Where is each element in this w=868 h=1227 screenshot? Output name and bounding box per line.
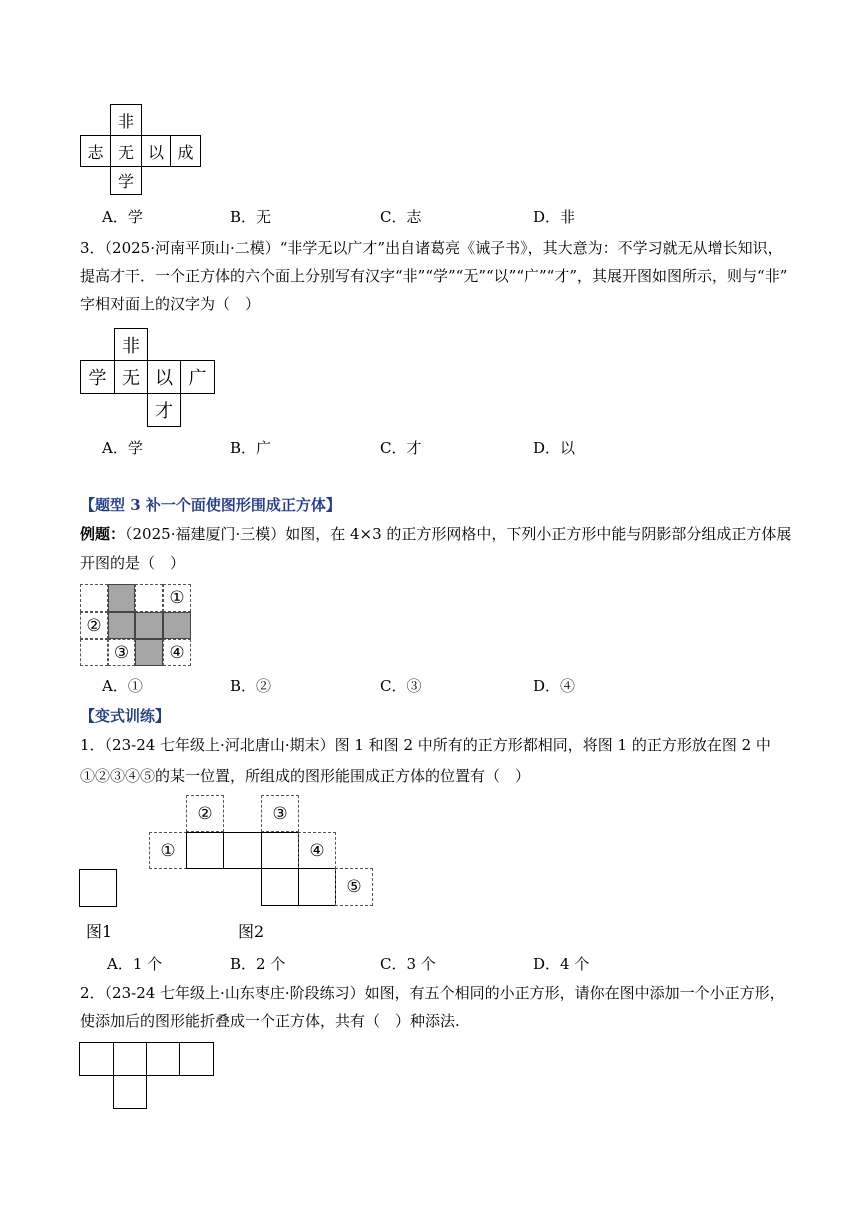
shaded-square: [135, 612, 163, 639]
fig2-label: ④: [298, 832, 336, 869]
fig2-caption: 图2: [238, 922, 265, 941]
variant-q1-line2: ①②③④⑤的某一位置，所组成的图形能围成正方体的位置有（ ）: [80, 767, 531, 785]
q3-text-line1: 3．（2025·河南平顶山·二模）“非学无以广才”出自诸葛亮《诫子书》，其大意为：不学习就无从增长知识，: [80, 239, 783, 257]
variant-q2-line1: 2．（23-24 七年级上·山东枣庄·阶段练习）如图，有五个相同的小正方形，请你在图中添加一个小正方形，: [80, 984, 785, 1002]
square: [113, 1075, 147, 1109]
fig2-label: ③: [261, 795, 299, 832]
q2-option-a: A．学: [102, 208, 143, 226]
q2-option-b: B．无: [230, 208, 272, 226]
grid-label: ②: [80, 612, 108, 639]
figure-1-square: [79, 869, 117, 907]
variant-q2-line2: 使添加后的图形能折叠成一个正方体，共有（ ）种添法.: [80, 1012, 460, 1030]
example-label: 例题：: [80, 525, 126, 543]
variant-q1-option-d: D．4 个: [533, 955, 590, 973]
fig1-caption: 图1: [86, 922, 113, 941]
square: [146, 1042, 180, 1076]
fig2-square: [261, 832, 299, 869]
square: [113, 1042, 147, 1076]
example-option-c: C．③: [380, 677, 422, 695]
q3-option-a: A．学: [102, 439, 143, 457]
square: [79, 1042, 114, 1076]
net1-cell: 成: [170, 135, 201, 167]
fig2-square: [261, 868, 299, 906]
grid-label: ①: [163, 584, 191, 612]
fig2-label: ⑤: [335, 868, 373, 906]
net1-cell: 无: [110, 135, 142, 167]
net2-cell-top: 非: [114, 328, 148, 361]
q2-option-c: C．志: [380, 208, 422, 226]
q3-option-b: B．广: [230, 439, 272, 457]
grid-label: ③: [108, 639, 135, 666]
fig2-square: [223, 832, 262, 869]
example-option-b: B．②: [230, 677, 272, 695]
fig2-label: ②: [186, 795, 224, 832]
grid-label: ④: [163, 639, 191, 666]
net2-cell: 广: [180, 360, 215, 394]
net1-cell: 以: [141, 135, 171, 167]
section-heading-variant: 【变式训练】: [80, 707, 171, 725]
variant-q1-option-b: B．2 个: [230, 955, 286, 973]
fig2-square: [298, 868, 336, 906]
net2-cell-bottom: 才: [147, 393, 181, 427]
net2-cell: 学: [80, 360, 115, 394]
net1-cell: 志: [80, 135, 111, 167]
shaded-square: [108, 612, 135, 639]
example-option-a: A．①: [102, 677, 143, 695]
variant-q1-line1: 1．（23-24 七年级上·河北唐山·期末）图 1 和图 2 中所有的正方形都相同，将图 1 的正方形放在图 2 中: [80, 736, 771, 754]
variant-q1-option-c: C．3 个: [380, 955, 436, 973]
shaded-square: [108, 584, 135, 612]
net1-cell-top: 非: [110, 104, 142, 136]
net1-cell-bottom: 学: [110, 166, 142, 195]
q3-option-c: C．才: [380, 439, 422, 457]
q3-option-d: D．以: [533, 439, 576, 457]
variant-q1-option-a: A．1 个: [107, 955, 163, 973]
shaded-square: [135, 639, 163, 666]
square: [179, 1042, 214, 1076]
shaded-square: [163, 612, 191, 639]
section-heading-type3: 【题型 3 补一个面使图形围成正方体】: [80, 496, 341, 514]
example-text-line2: 开图的是（ ）: [80, 554, 186, 572]
q2-option-d: D．非: [533, 208, 576, 226]
fig2-label: ①: [149, 832, 187, 869]
example-option-d: D．④: [533, 677, 576, 695]
q3-text-line3: 字相对面上的汉字为（ ）: [80, 295, 261, 313]
example-text-line1: （2025·福建厦门·三模）如图，在 4×3 的正方形网格中，下列小正方形中能与阴影部分组成正方体展: [125, 525, 792, 543]
net2-cell: 以: [147, 360, 181, 394]
net2-cell: 无: [114, 360, 148, 394]
q3-text-line2: 提高才干．一个正方体的六个面上分别写有汉字“非”“学”“无”“以”“广”“才”，其展开图如图所示，则与“非”: [80, 267, 788, 285]
fig2-square: [186, 832, 224, 869]
